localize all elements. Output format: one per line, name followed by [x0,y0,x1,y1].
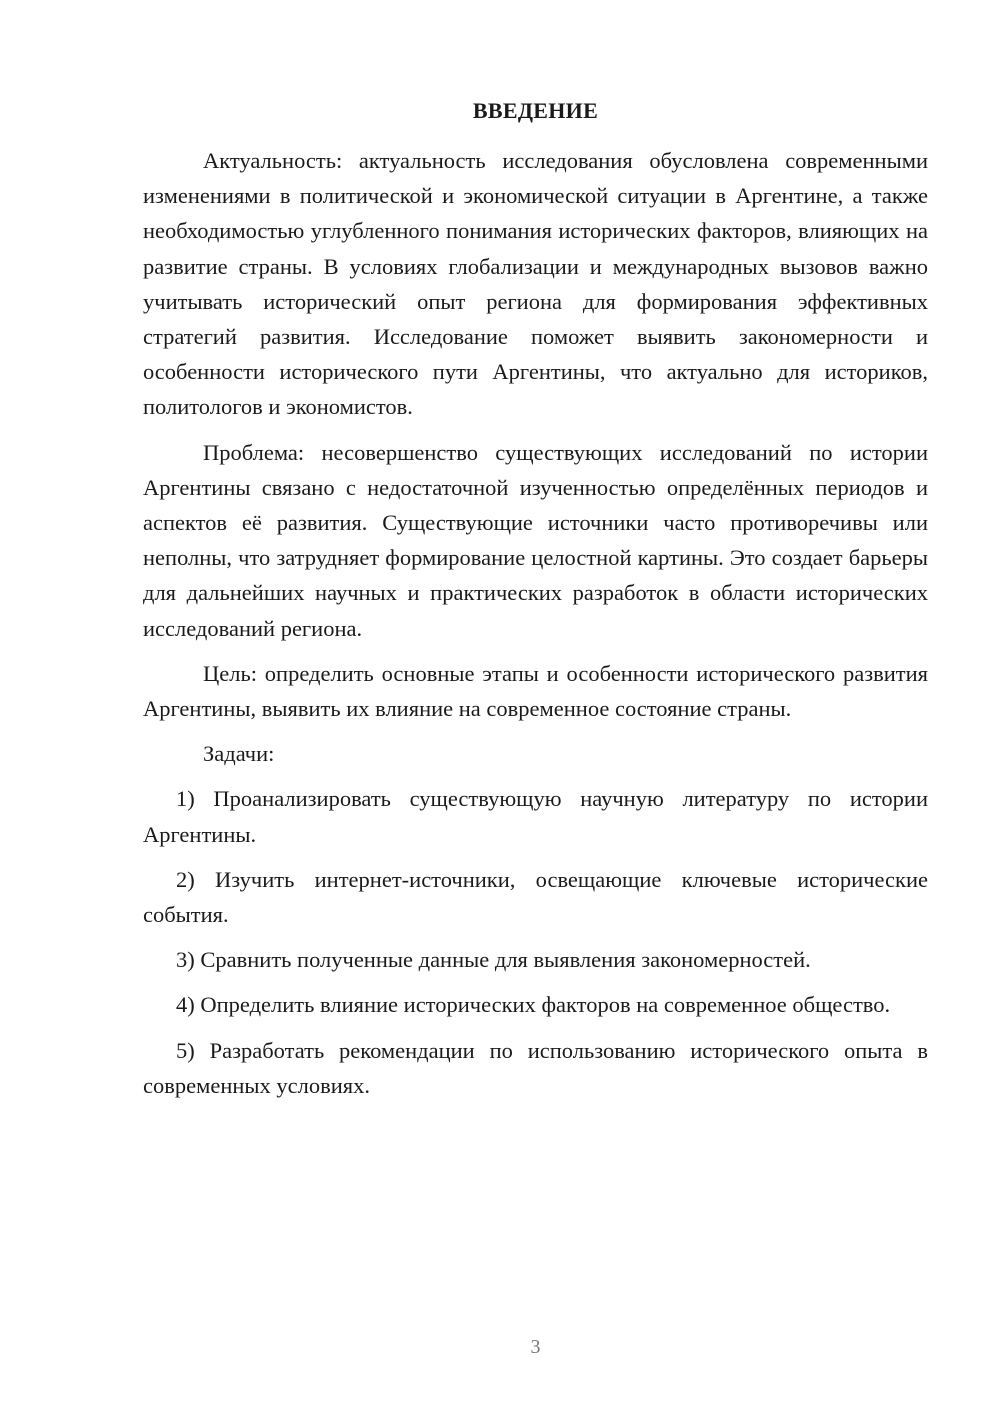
paragraph-relevance: Актуальность: актуальность исследования обусловлена современными изменениями в политической и экономической ситуации в Аргентине, а также необходимостью углубленного понимания исторических факторов, влияющих на развитие страны. В условиях глобализации и международных вызовов важно учитывать исторический опыт региона для формирования эффективных стратегий развития. Исследование поможет выявить закономерности и особенности исторического пути Аргентины, что актуально для историков, политологов и экономистов. [143,148,928,420]
document-body [143,143,928,1103]
paragraph-problem: Проблема: несовершенство существующих исследований по истории Аргентины связано с недостаточной изученностью определённых периодов и аспектов её развития. Существующие источники часто противоречивы или неполны, что затрудняет формирование целостной картины. Это создает барьеры для дальнейших научных и практических разработок в области исторических исследований региона. [143,439,928,641]
tasks-label: Задачи: [203,741,275,767]
document-page [143,0,928,1414]
task-item-5: 5) Разработать рекомендации по использованию исторического опыта в современных условиях. [143,1037,928,1098]
section-heading: ВВЕДЕНИЕ [472,98,599,123]
paragraph-goal: Цель: определить основные этапы и особенности исторического развития Аргентины, выявить их влияние на современное состояние страны. [143,660,928,722]
task-item-1: 1) Проанализировать существующую научную литературу по истории Аргентины. [143,786,928,847]
page-number: 3 [530,1336,541,1358]
task-item-3: 3) Сравнить полученные данные для выявления закономерностей. [176,947,811,973]
task-item-4: 4) Определить влияние исторических факторов на современное общество. [176,992,891,1018]
task-item-2: 2) Изучить интернет-источники, освещающие ключевые исторические события. [143,866,928,928]
